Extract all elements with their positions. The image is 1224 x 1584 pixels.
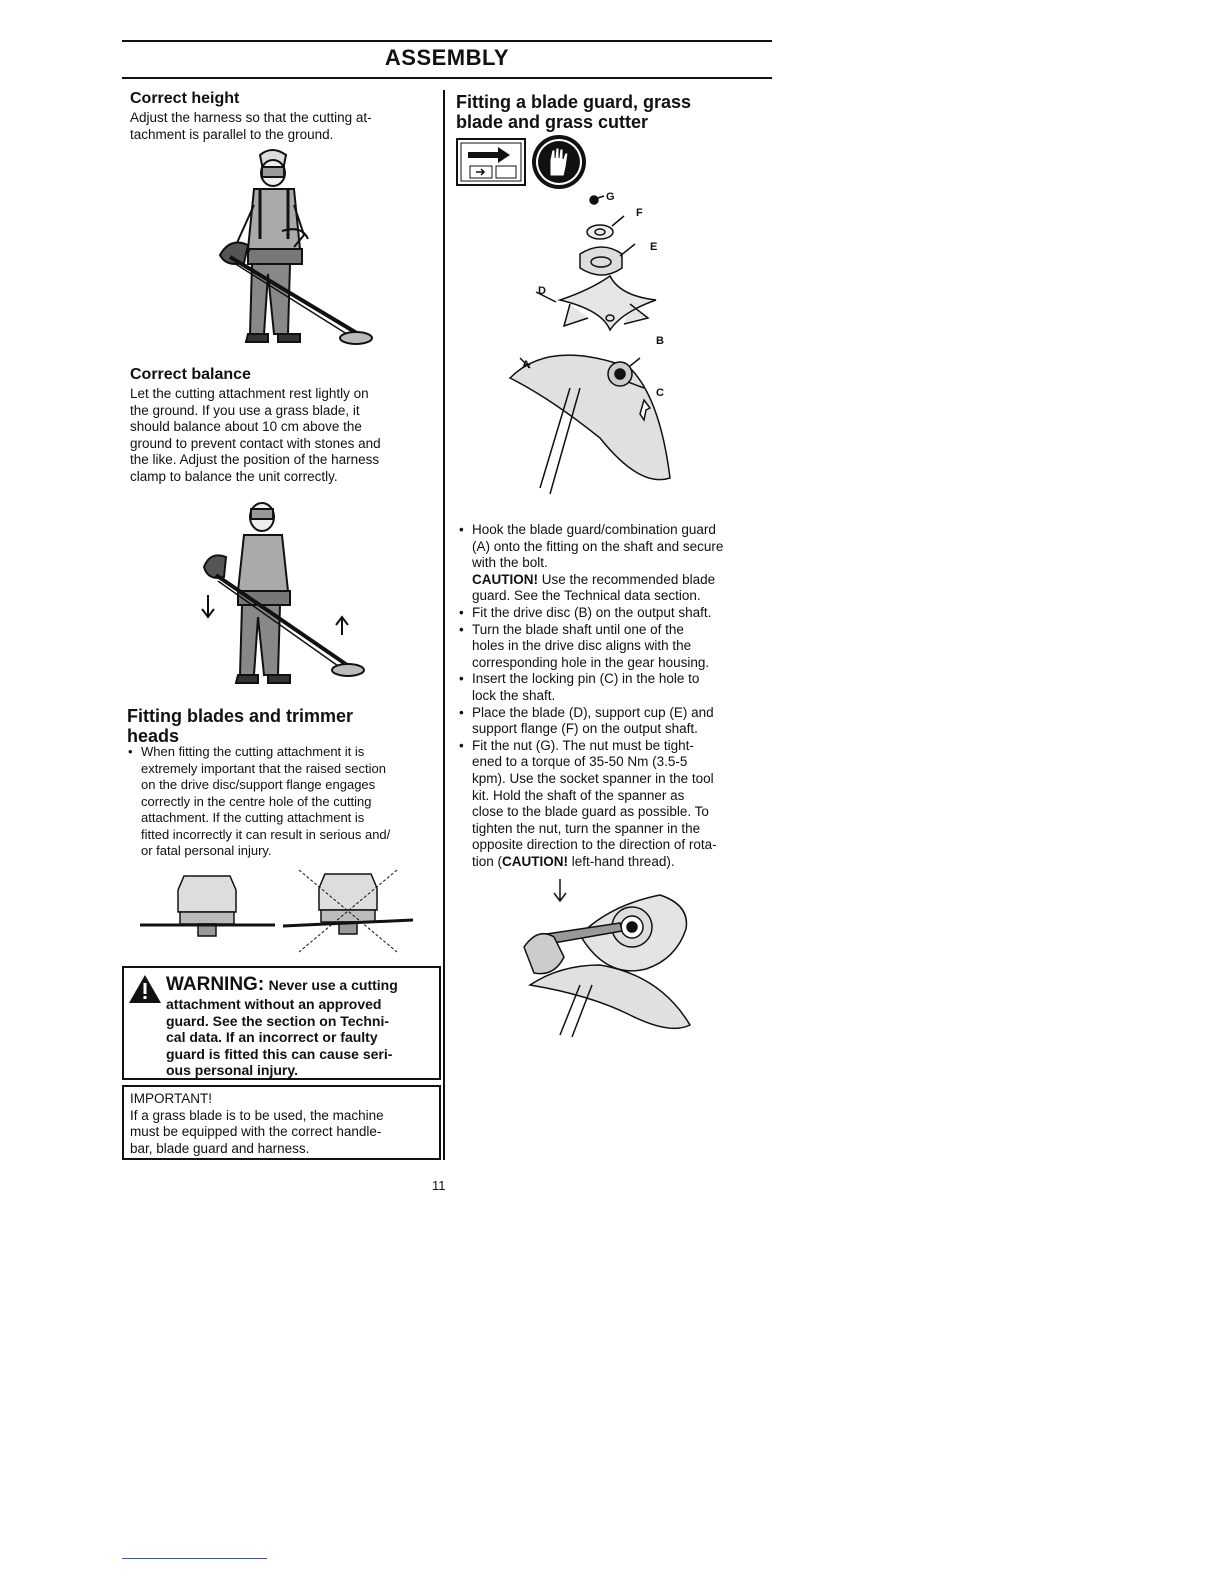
text-line: on the drive disc/support flange engages (141, 777, 376, 792)
gloves-icon (530, 134, 588, 190)
text-line: Use the recommended blade (541, 571, 716, 587)
text-line: holes in the drive disc aligns with the (472, 638, 692, 654)
text-line: ened to a torque of 35-50 Nm (3.5-5 (472, 754, 688, 770)
correct-balance-heading: Correct balance (130, 366, 251, 383)
correct-height-heading: Correct height (130, 90, 240, 107)
text-line: • Fit the drive disc (B) on the output shaft. (472, 604, 712, 620)
text-line: lock the shaft. (472, 687, 556, 703)
list-item (458, 605, 768, 622)
text-line: opposite direction to the direction of rota- (472, 837, 717, 853)
text-line: • Hook the blade guard/combination guard (472, 522, 716, 537)
column-divider (443, 90, 445, 1160)
balance-operator-icon (190, 495, 375, 695)
header-top-rule (122, 40, 772, 42)
list-item (458, 671, 768, 704)
text-line: (A) onto the fitting on the shaft and secure (472, 538, 724, 554)
text-line: If a grass blade is to be used, the machine (130, 1107, 384, 1123)
important-heading: IMPORTANT! (130, 1091, 213, 1106)
list-item (127, 744, 437, 860)
text-line: the like. Adjust the position of the harness (130, 452, 380, 468)
text-line: clamp to balance the unit correctly. (130, 468, 338, 484)
fitting-blades-heading (127, 706, 353, 746)
text-line: guard is fitted this can cause seri- (166, 1045, 393, 1062)
warning-text (166, 996, 436, 1079)
text-line: kpm). Use the socket spanner in the tool (472, 770, 714, 786)
hub-incorrect-icon (283, 866, 413, 956)
fitting-blades-list (127, 744, 437, 860)
warning-title-tail: Never use a cutting (268, 977, 398, 993)
text-line: correctly in the centre hole of the cutting (141, 793, 372, 809)
blade-assembly-diagram (500, 188, 690, 508)
text-line: kit. Hold the shaft of the spanner as (472, 787, 685, 803)
page-number: 11 (432, 1178, 446, 1193)
text-line: guard. See the section on Techni- (166, 1012, 389, 1029)
diagram-label-a: A (522, 359, 530, 371)
harness-operator-icon (190, 145, 380, 355)
final-line (472, 854, 768, 871)
warning-heading-line (166, 974, 436, 996)
text-line: tachment is parallel to the ground. (130, 126, 334, 142)
warning-box (122, 966, 441, 1080)
text-line: • Turn the blade shaft until one of the (472, 621, 684, 637)
text-line: guard. See the Technical data section. (472, 588, 701, 604)
diagram-label-d: D (538, 285, 546, 297)
text-line: attachment. If the cutting attachment is (141, 810, 365, 825)
text-line: extremely important that the raised section (141, 760, 386, 776)
text-line: fitted incorrectly it can result in serious and/ (141, 826, 391, 842)
text-line: ground to prevent contact with stones and (130, 435, 381, 451)
nut-tightening-diagram (520, 875, 700, 1040)
page-title: ASSEMBLY (384, 45, 510, 70)
list-item (458, 522, 768, 605)
list-item (458, 705, 768, 738)
text-line: or fatal personal injury. (141, 843, 272, 858)
text-line: attachment without an approved (166, 996, 382, 1012)
heading-line: Fitting a blade guard, grass (456, 92, 692, 112)
caution-line (472, 572, 768, 589)
assembly-steps (458, 522, 768, 870)
diagram-label-c: C (656, 387, 664, 399)
text-fragment: left-hand thread). (568, 853, 675, 869)
text-line: Adjust the harness so that the cutting at- (130, 110, 372, 125)
text-line: ous personal injury. (166, 1062, 298, 1079)
list-item (458, 738, 768, 871)
caution-label: CAUTION! (502, 853, 569, 869)
list-item (458, 622, 768, 672)
diagram-label-e: E (650, 241, 658, 253)
text-line: • Place the blade (D), support cup (E) and (472, 704, 714, 720)
text-line: the ground. If you use a grass blade, it (130, 402, 360, 418)
manual-reference-icon (456, 138, 526, 186)
fitting-guard-heading (456, 92, 691, 132)
text-line: bar, blade guard and harness. (130, 1140, 310, 1156)
text-line: • When fitting the cutting attachment it is (141, 744, 365, 759)
heading-line: heads (127, 726, 180, 746)
text-line: close to the blade guard as possible. To (472, 804, 709, 820)
text-line: • Fit the nut (G). The nut must be tight- (472, 737, 694, 753)
important-box (122, 1085, 441, 1160)
correct-height-text (130, 110, 372, 143)
diagram-label-b: B (656, 335, 664, 347)
hub-correct-icon (140, 868, 275, 948)
text-line: must be equipped with the correct handle- (130, 1124, 382, 1140)
text-line: corresponding hole in the gear housing. (472, 654, 710, 670)
text-line: support flange (F) on the output shaft. (472, 721, 698, 737)
warning-triangle-icon (128, 974, 162, 1004)
warning-title: WARNING: (166, 974, 265, 995)
text-line: tighten the nut, turn the spanner in the (472, 820, 701, 836)
caution-label: CAUTION! (472, 571, 538, 587)
diagram-label-f: F (636, 207, 643, 219)
diagram-label-g: G (606, 191, 615, 203)
header-bottom-rule (122, 77, 772, 79)
text-line: Let the cutting attachment rest lightly on (130, 386, 369, 401)
text-line: • Insert the locking pin (C) in the hole to (472, 671, 700, 687)
heading-line: Fitting blades and trimmer (127, 706, 354, 726)
correct-balance-text (130, 386, 381, 486)
text-line: cal data. If an incorrect or faulty (166, 1029, 378, 1046)
text-line: with the bolt. (472, 555, 548, 571)
text-line: should balance about 10 cm above the (130, 419, 362, 435)
text-fragment: tion ( (472, 853, 503, 869)
footer-link-underline (122, 1558, 267, 1559)
heading-line: blade and grass cutter (456, 112, 649, 132)
